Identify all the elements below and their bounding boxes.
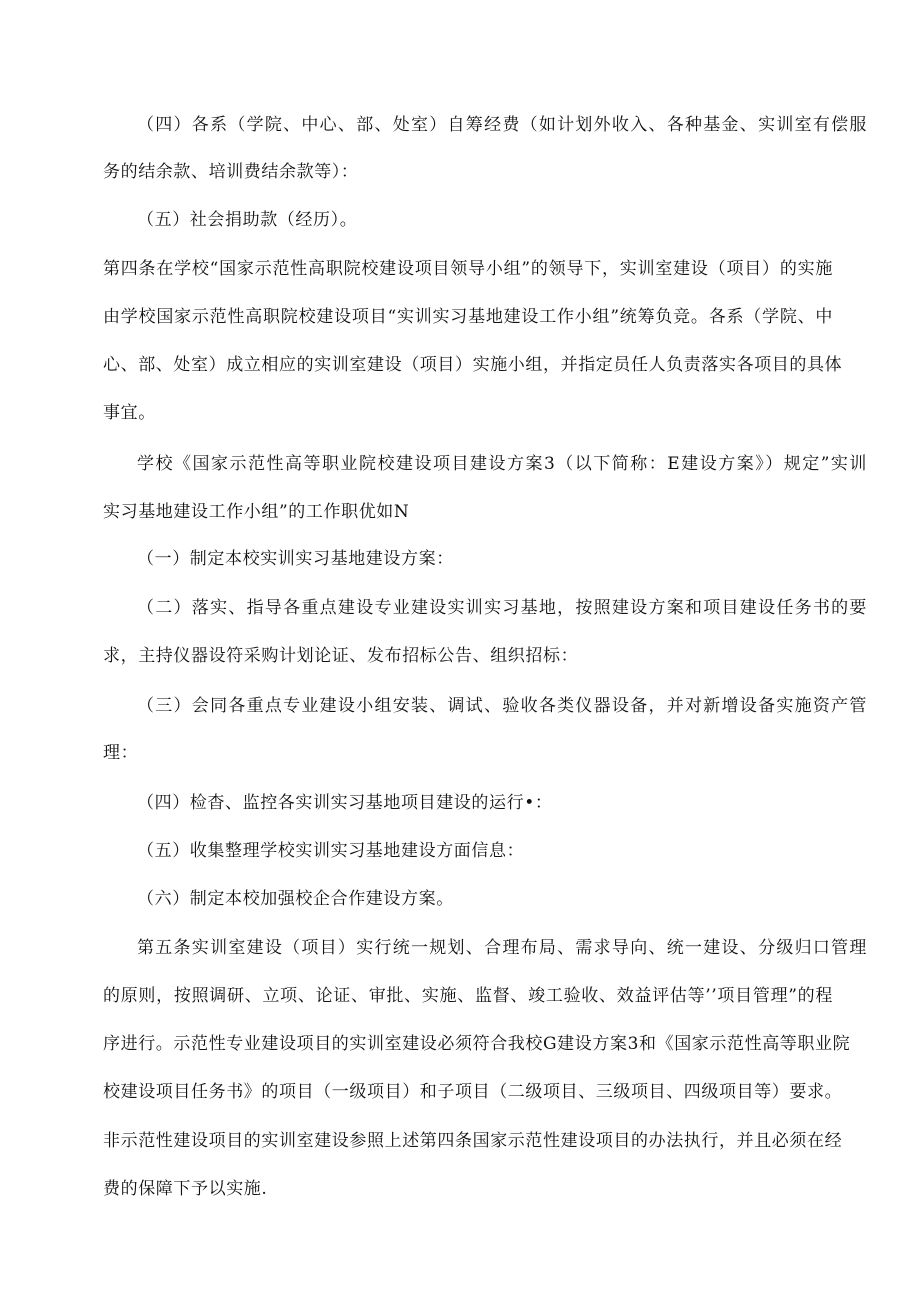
- paragraph-line: （四）检杳、监控各实训实习基地项目建设的运行•：: [137, 793, 553, 813]
- paragraph-line: （二）落实、指导各重点建设专业建设实训实习基地，按照建设方案和项目建设任务书的要: [137, 598, 867, 618]
- paragraph-line: 心、部、处室）成立相应的实训室建设（项目）实施小组，并指定员任人负责落实各项目的具体: [103, 355, 843, 375]
- paragraph-line: 费的保障下予以实施.: [103, 1179, 268, 1199]
- paragraph-line: （三）会同各重点专业建设小组安装、调试、验收各类仪器设备，并对新增设备实施资产管: [137, 696, 867, 716]
- paragraph-line: （六）制定本校加强校企合作建设方案。: [137, 889, 454, 909]
- paragraph-line: 的原则，按照调研、立项、论证、审批、实施、监督、竣工验收、效益评估等’’项目管理”的程: [103, 986, 833, 1006]
- paragraph-line: 求，主持仪器设符采购计划论证、发布招标公告、组织招标：: [103, 646, 579, 666]
- paragraph-line: （五）收集整理学校实训实习基地建设方面信息：: [137, 841, 525, 861]
- paragraph-line: 第四条在学校“国家示范性高职院校建设项目领导小组”的领导下，实训室建设（项目）的实施: [103, 259, 833, 279]
- paragraph-line: 序进行。示范性专业建设项目的实训室建设必须符合我校G建设方案3和《国家示范性高等职业院: [103, 1034, 851, 1054]
- paragraph-line: 由学校国家示范性高职院校建设项目“实训实习基地建设工作小组”统筹负竞。各系（学院、中: [103, 307, 833, 327]
- paragraph-line: （五）社会捐助款（经历）。: [137, 210, 358, 230]
- paragraph-line: 非示范性建设项目的实训室建设参照上述第四条国家示范性建设项目的办法执行，并且必须在经: [103, 1131, 843, 1151]
- paragraph-line: 第五条实训室建设（项目）实行统一规划、合理布局、需求导向、统一建设、分级归口管理: [137, 938, 867, 958]
- paragraph-line: 理：: [103, 743, 139, 763]
- paragraph-line: （四）各系（学院、中心、部、处室）自筹经费（如计划外收入、各种基金、实训室有偿服: [137, 115, 867, 135]
- paragraph-line: （一）制定本校实训实习基地建设方案：: [137, 549, 454, 569]
- paragraph-line: 务的结余款、培训费结余款等）：: [103, 162, 359, 182]
- paragraph-line: 事宜。: [103, 403, 156, 423]
- paragraph-line: 校建设项目任务书》的项目（一级项目）和子项目（二级项目、三级项目、四级项目等）要求。: [103, 1082, 843, 1102]
- paragraph-line: 实习基地建设工作小组”的工作职优如N: [103, 502, 410, 522]
- paragraph-line: 学校《国家示范性高等职业院校建设项目建设方案3（以下简称：E建设方案》）规定”实训: [137, 454, 867, 474]
